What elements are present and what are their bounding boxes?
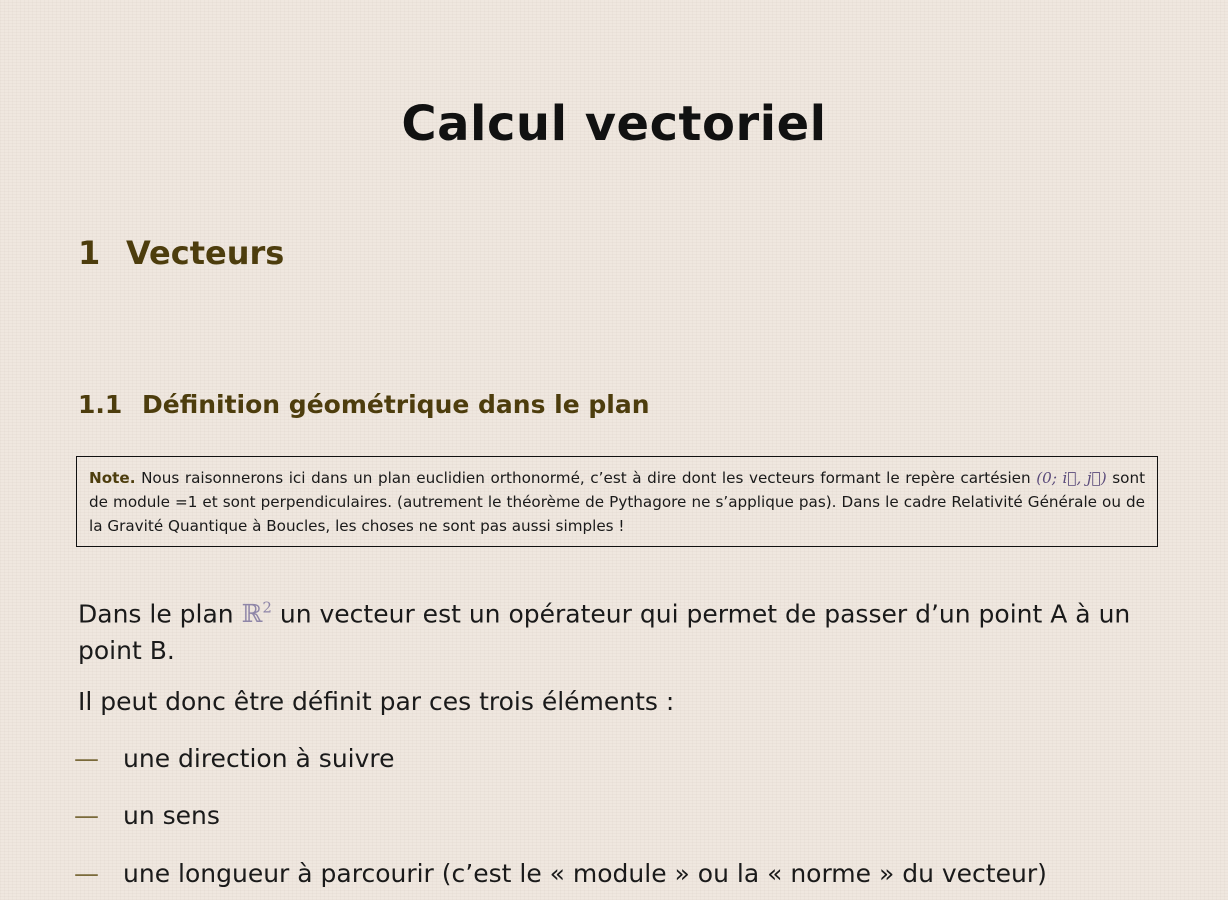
- paragraph-definition: [78, 590, 1153, 669]
- math-r2-exponent: 2: [262, 599, 272, 617]
- list-item-text: une direction à suivre: [123, 744, 395, 773]
- note-text-end: sont de module =1 et sont perpendiculaires. (autrement le théorème de Pythagore ne s’applique pas). Dans le cadre Relativité Générale ou de la Gravité Quantique à Boucles, les choses ne sont pas aussi simples !: [89, 469, 1146, 535]
- math-r2: [242, 599, 272, 628]
- note-box: [76, 456, 1158, 547]
- paragraph-definition-start: Dans le plan: [78, 599, 234, 629]
- subsection-number: 1.1: [78, 390, 123, 419]
- list-bullet: —: [74, 801, 99, 830]
- note-label: Note.: [89, 469, 136, 487]
- section-heading: [78, 234, 284, 272]
- page-title: Calcul vectoriel: [401, 96, 827, 152]
- list-bullet: —: [74, 859, 99, 888]
- paragraph-definition-end: un vecteur est un opérateur qui permet de passer d’un point A à un point B.: [78, 599, 1131, 666]
- subsection-title: Définition géométrique dans le plan: [142, 390, 650, 419]
- paragraph-elements: Il peut donc être définit par ces trois éléments :: [78, 687, 675, 716]
- list-bullet: —: [74, 744, 99, 773]
- subsection-heading: [78, 390, 650, 419]
- note-math-frame: (0; i⃗, j⃗): [1036, 469, 1107, 487]
- section-number: 1: [78, 234, 101, 272]
- list-item-text: un sens: [123, 801, 220, 830]
- section-title: Vecteurs: [126, 234, 285, 272]
- list-item-text: une longueur à parcourir (c’est le « module » ou la « norme » du vecteur): [123, 859, 1047, 888]
- math-r2-base: ℝ: [241, 599, 263, 629]
- note-text-start: Nous raisonnerons ici dans un plan euclidien orthonormé, c’est à dire dont les vecteurs formant le repère cartésien: [141, 469, 1031, 487]
